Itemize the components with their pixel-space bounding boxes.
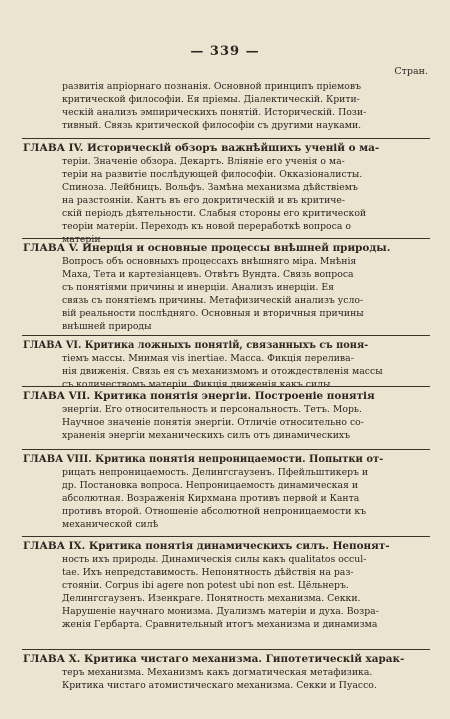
chapter-summary-line: Вопросъ объ основныхъ процессахъ внѣшняго міра. Мнѣнія xyxy=(62,256,357,267)
chapter-heading: ГЛАВА VI. Критика ложныхъ понятій, связанныхъ съ поня- xyxy=(23,339,369,351)
chapter-summary-line: Делингсгаузенъ. Изенкраге. Понятность механизма. Секки. xyxy=(62,593,361,604)
section-divider xyxy=(22,238,430,239)
section-divider xyxy=(22,386,430,387)
chapter-summary-line: вій реальности послѣдняго. Основныя и вторичныя причины xyxy=(62,308,364,319)
chapter-heading: ГЛАВА V. Инерція и основные процессы внѣшней природы. xyxy=(23,242,391,254)
chapter-summary-line: ческій анализъ эмпирическихъ понятій. Историческій. Пози- xyxy=(62,107,367,118)
chapter-heading: ГЛАВА IX. Критика понятія динамическихъ силъ. Непонят- xyxy=(23,540,390,552)
chapter-summary-line: храненія энергіи механическихъ силъ отъ динамическихъ xyxy=(62,430,351,441)
chapter-summary-line: энергіи. Его относительность и персональность. Тетъ. Морь. xyxy=(62,404,362,415)
chapter-summary-line: механической силѣ xyxy=(62,519,159,530)
chapter-summary-line: стояніи. Corpus ibi agere non potest ubi non est. Цёльнеръ. xyxy=(62,580,349,591)
chapter-summary-line: скій періодъ дѣятельности. Слабыя стороны его критической xyxy=(62,208,367,219)
chapter-heading: ГЛАВА VII. Критика понятія энергіи. Построеніе понятія xyxy=(23,390,375,402)
chapter-summary-line: Критика чистаго атомистическаго механизма. Секки и Пуассо. xyxy=(62,680,377,691)
chapter-summary-line: критической философіи. Ея пріемы. Діалектическій. Крити- xyxy=(62,94,360,105)
chapter-summary-line: теръ механизма. Механизмъ какъ догматическая метафизика. xyxy=(62,667,373,678)
chapter-summary-line: Спиноза. Лейбницъ. Вольфъ. Замѣна механизма дѣйствіемъ xyxy=(62,182,358,193)
chapter-summary-line: теріи на развитіе послѣдующей философіи. Окказіоналисты. xyxy=(62,169,363,180)
chapter-summary-line: на разстояніи. Кантъ въ его докритическій и въ критиче- xyxy=(62,195,346,206)
chapter-heading: ГЛАВА VIII. Критика понятія непроницаемости. Попытки от- xyxy=(23,453,384,465)
section-divider xyxy=(22,449,430,450)
chapter-summary-line: тіемъ массы. Мнимая vis inertiae. Масса. Фикція перелива- xyxy=(62,353,354,364)
chapter-summary-line: теріи. Значеніе обзора. Декартъ. Вліяніе его ученія о ма- xyxy=(62,156,345,167)
section-divider xyxy=(22,536,430,537)
chapter-summary-line: тивный. Связь критической философіи съ другими науками. xyxy=(62,120,362,131)
chapter-summary-line: женія Гербарта. Сравнительный итогъ механизма и динамизма xyxy=(62,619,378,630)
chapter-summary-line: др. Постановка вопроса. Непроницаемость динамическая и xyxy=(62,480,359,491)
chapter-heading: ГЛАВА X. Критика чистаго механизма. Гипотетическій харак- xyxy=(23,653,405,665)
chapter-summary-line: ность ихъ природы. Динамическія силы какъ qualitatos occul- xyxy=(62,554,367,565)
chapter-summary-line: внѣшней природы xyxy=(62,321,152,332)
page-column-label: Стран. xyxy=(394,66,428,77)
chapter-summary-line: противъ второй. Отношеніе абсолютной непроницаемости къ xyxy=(62,506,367,517)
chapter-summary-line: теоріи матеріи. Переходъ къ новой переработкѣ вопроса о xyxy=(62,221,351,232)
page-number: — 339 — xyxy=(190,44,260,59)
chapter-summary-line: связь съ понятіемъ причины. Метафизическій анализъ усло- xyxy=(62,295,364,306)
section-divider xyxy=(22,649,430,650)
chapter-heading: ГЛАВА IV. Историческій обзоръ важнѣйшихъ ученій о ма- xyxy=(23,142,380,154)
chapter-summary-line: матеріи xyxy=(62,234,101,245)
chapter-summary-line: развитія апріорнаго познанія. Основной принципъ пріемовъ xyxy=(62,81,362,92)
chapter-summary-line: съ понятіями причины и инерціи. Анализъ инерціи. Ея xyxy=(62,282,334,293)
chapter-summary-line: Маха, Тета и картезіанцевъ. Отвѣтъ Вундта. Связь вопроса xyxy=(62,269,354,280)
chapter-summary-line: абсолютная. Возраженія Кирхмана противъ первой и Канта xyxy=(62,493,360,504)
chapter-summary-line: рицать непроницаемость. Делингсгаузенъ. Пфейльштикеръ и xyxy=(62,467,369,478)
chapter-summary-line: Научное значеніе понятія энергіи. Отличіе относительно со- xyxy=(62,417,364,428)
chapter-summary-line: tae. Ихъ непредставимость. Непонятность дѣйствія на раз- xyxy=(62,567,354,578)
chapter-summary-line: нія движенія. Связь ея съ механизмомъ и отождествленія массы xyxy=(62,366,383,377)
section-divider xyxy=(22,335,430,336)
chapter-summary-line: съ количествомъ матеріи. Фикція движенія какъ силы xyxy=(62,379,331,390)
chapter-summary-line: Нарушеніе научнаго монизма. Дуализмъ матеріи и духа. Возра- xyxy=(62,606,379,617)
section-divider xyxy=(22,138,430,139)
